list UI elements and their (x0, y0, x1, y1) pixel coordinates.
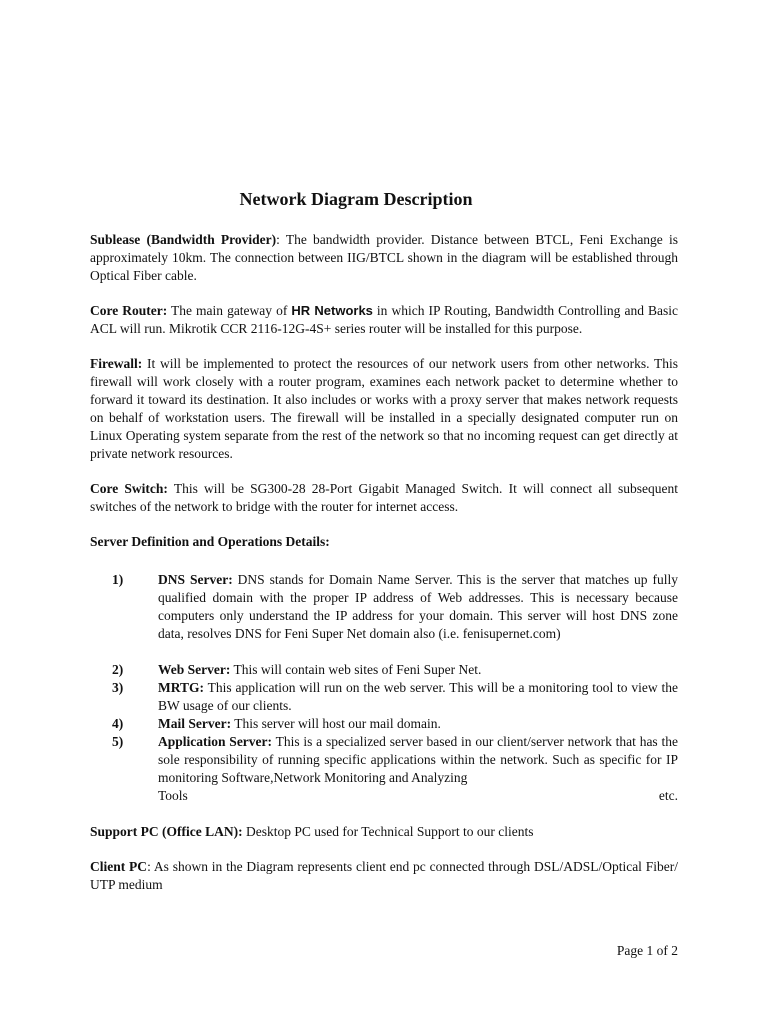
list-item-tools: Tools (158, 788, 188, 803)
core-switch-paragraph (90, 480, 678, 516)
list-item-last-line (158, 787, 678, 805)
list-number: 3) (112, 680, 124, 695)
list-item-application-server (90, 733, 678, 805)
page-number: Page 1 of 2 (616, 943, 678, 958)
list-item-etc: etc. (658, 788, 678, 803)
client-pc-label: Client PC (90, 859, 148, 874)
list-number: 1) (112, 572, 124, 587)
list-item-label: Web Server: (158, 662, 231, 677)
list-item-dns-server (90, 571, 678, 643)
list-number: 4) (112, 716, 124, 731)
client-pc-text: : As shown in the Diagram represents client end pc connected through DSL/ADSL/Optical Fiber/ UTP medium (90, 859, 678, 892)
list-item-mrtg (90, 679, 678, 715)
list-item-label: DNS Server: (158, 572, 233, 587)
list-item-mail-server (90, 715, 678, 733)
server-list (90, 571, 678, 805)
list-item-label: Application Server: (158, 734, 273, 749)
sublease-text: : The bandwidth provider. Distance between BTCL, Feni Exchange is approximately 10km. The connection between IIG/BTCL shown in the diagram will be established through Optical Fiber cable. (90, 232, 678, 283)
core-switch-label: Core Switch: (90, 481, 168, 496)
firewall-text: It will be implemented to protect the resources of our network users from other networks. This firewall will work closely with a router program, examines each network packet to determine whether to forward it toward its destination. It also includes or works with a proxy server that makes network requests on behalf of workstation users. The firewall will be installed in a specially designated computer run on Linux Operating system separate from the rest of the network so that no incoming request can get directly at private network resources. (90, 356, 678, 461)
core-router-text-after: in which IP Routing, Bandwidth Controlling and Basic ACL will run. Mikrotik CCR 2116-12G-4S+ series router will be installed for this purpose. (90, 303, 678, 336)
support-pc-text: Desktop PC used for Technical Support to our clients (242, 824, 534, 839)
list-item-label: Mail Server: (158, 716, 232, 731)
firewall-label: Firewall: (90, 356, 143, 371)
firewall-paragraph (90, 355, 678, 463)
brand-name: HR Networks (291, 303, 373, 318)
sublease-paragraph (90, 231, 678, 285)
list-item-text: This is a specialized server based in our client/server network that has the sole responsibility of running specific applications within the network. Such as specific for IP monitoring Software,Network Monitoring and Analyzing (158, 734, 678, 785)
client-pc-paragraph (90, 858, 678, 894)
list-number: 5) (112, 734, 124, 749)
core-switch-text: This will be SG300-28 28-Port Gigabit Managed Switch. It will connect all subsequent switches of the network to bridge with the router for internet access. (90, 481, 678, 514)
list-item-text: This application will run on the web server. This will be a monitoring tool to view the BW usage of our clients. (158, 680, 678, 713)
sublease-label: Sublease (Bandwidth Provider) (90, 232, 277, 247)
server-section-heading: Server Definition and Operations Details: (90, 534, 330, 549)
support-pc-label: Support PC (Office LAN): (90, 824, 243, 839)
list-item-text: This will contain web sites of Feni Super Net. (230, 662, 482, 677)
core-router-paragraph (90, 302, 678, 338)
list-item-web-server (90, 661, 678, 679)
document-body (90, 231, 678, 911)
support-pc-paragraph (90, 823, 678, 841)
list-item-text: DNS stands for Domain Name Server. This is the server that matches up fully qualified domain with the proper IP address of Web addresses. This is necessary because computers only understand the IP address for your domain. This server will host DNS zone data, resolves DNS for Feni Super Net domain also (i.e. fenisupernet.com) (158, 572, 678, 641)
list-item-label: MRTG: (158, 680, 205, 695)
core-router-text-before: The main gateway of (167, 303, 292, 318)
list-item-text: This server will host our mail domain. (231, 716, 441, 731)
page-title: Network Diagram Description (239, 189, 473, 209)
core-router-label: Core Router: (90, 303, 168, 318)
list-number: 2) (112, 662, 124, 677)
